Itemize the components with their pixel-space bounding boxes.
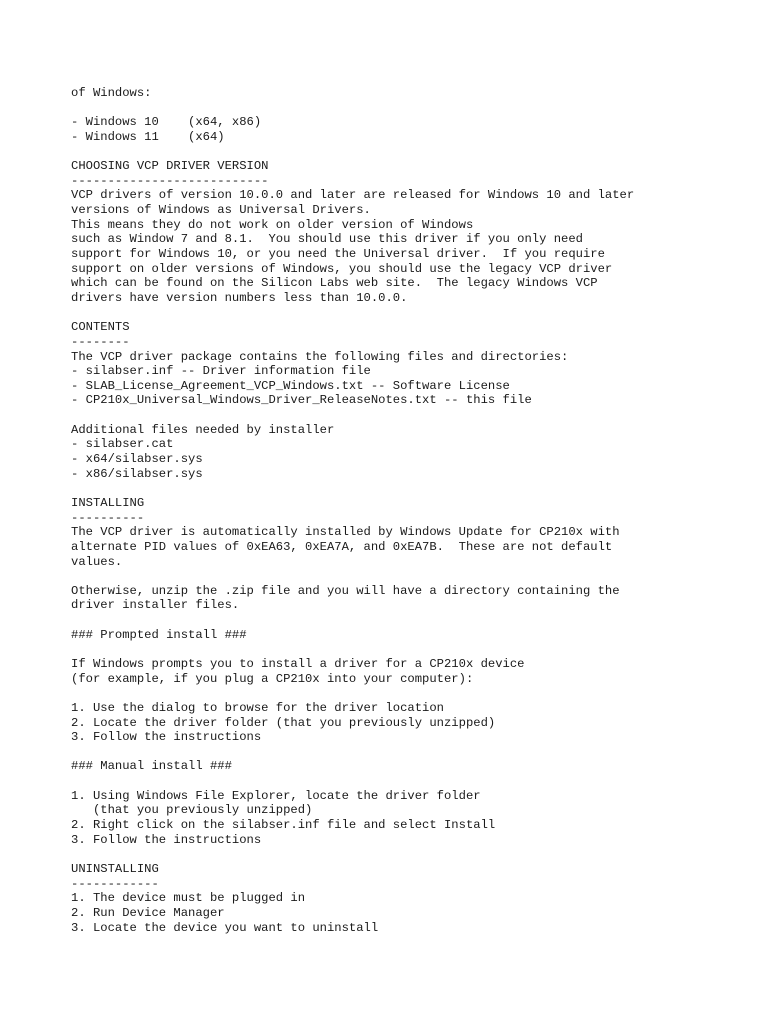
text-line: UNINSTALLING xyxy=(71,861,159,876)
text-line: -------- xyxy=(71,334,130,349)
text-line: 2. Right click on the silabser.inf file and select Install xyxy=(71,818,496,833)
text-line: values. xyxy=(71,554,123,569)
blank-line xyxy=(71,745,751,760)
blank-line xyxy=(71,774,751,789)
blank-line xyxy=(71,145,751,160)
text-line: ### Manual install ### xyxy=(71,759,232,774)
blank-line xyxy=(71,686,751,701)
text-line: of Windows: xyxy=(71,86,152,100)
text-line: This means they do not work on older version of Windows xyxy=(71,217,474,232)
text-line: 1. Using Windows File Explorer, locate the driver folder xyxy=(71,788,481,803)
blank-line xyxy=(71,569,751,584)
blank-line xyxy=(71,847,751,862)
blank-line xyxy=(71,642,751,657)
blank-line xyxy=(71,481,751,496)
text-line: - x86/silabser.sys xyxy=(71,466,203,481)
blank-line xyxy=(71,101,751,116)
text-line: - Windows 11 (x64) xyxy=(71,129,225,144)
text-line: support for Windows 10, or you need the Universal driver. If you require xyxy=(71,247,605,262)
text-line: - Windows 10 (x64, x86) xyxy=(71,115,262,130)
text-document xyxy=(71,86,751,935)
text-line: If Windows prompts you to install a driver for a CP210x device xyxy=(71,656,525,671)
text-line: 3. Locate the device you want to uninstall xyxy=(71,920,379,935)
text-line: support on older versions of Windows, you should use the legacy VCP driver xyxy=(71,261,613,276)
text-line: CONTENTS xyxy=(71,320,130,335)
text-line: drivers have version numbers less than 10.0.0. xyxy=(71,290,408,305)
text-line: - CP210x_Universal_Windows_Driver_ReleaseNotes.txt -- this file xyxy=(71,393,532,408)
text-line: INSTALLING xyxy=(71,495,145,510)
text-line: (for example, if you plug a CP210x into your computer): xyxy=(71,671,474,686)
text-line: Otherwise, unzip the .zip file and you will have a directory containing the xyxy=(71,583,620,598)
text-line: such as Window 7 and 8.1. You should use this driver if you only need xyxy=(71,232,583,247)
text-line: 3. Follow the instructions xyxy=(71,730,262,745)
blank-line xyxy=(71,408,751,423)
text-line: - silabser.inf -- Driver information file xyxy=(71,364,371,379)
text-line: - SLAB_License_Agreement_VCP_Windows.txt -- Software License xyxy=(71,378,510,393)
text-line: Additional files needed by installer xyxy=(71,422,335,437)
text-line: - silabser.cat xyxy=(71,437,174,452)
text-line: - x64/silabser.sys xyxy=(71,452,203,467)
text-line: (that you previously unzipped) xyxy=(71,803,313,818)
text-line: ### Prompted install ### xyxy=(71,627,247,642)
text-line: driver installer files. xyxy=(71,598,240,613)
text-line: 3. Follow the instructions xyxy=(71,832,262,847)
text-line: 2. Run Device Manager xyxy=(71,905,225,920)
text-line: which can be found on the Silicon Labs web site. The legacy Windows VCP xyxy=(71,276,598,291)
text-line: VCP drivers of version 10.0.0 and later are released for Windows 10 and later xyxy=(71,188,635,203)
text-line: 1. The device must be plugged in xyxy=(71,891,306,906)
blank-line xyxy=(71,613,751,628)
text-line: CHOOSING VCP DRIVER VERSION xyxy=(71,159,269,174)
text-line: ---------- xyxy=(71,510,145,525)
text-line: versions of Windows as Universal Drivers. xyxy=(71,203,371,218)
text-line: The VCP driver is automatically installed by Windows Update for CP210x with xyxy=(71,525,620,540)
text-line: 1. Use the dialog to browse for the driver location xyxy=(71,700,444,715)
text-line: The VCP driver package contains the following files and directories: xyxy=(71,349,569,364)
text-line: alternate PID values of 0xEA63, 0xEA7A, and 0xEA7B. These are not default xyxy=(71,539,613,554)
text-line: --------------------------- xyxy=(71,173,269,188)
text-line: 2. Locate the driver folder (that you previously unzipped) xyxy=(71,715,496,730)
text-line: ------------ xyxy=(71,876,159,891)
blank-line xyxy=(71,306,751,321)
